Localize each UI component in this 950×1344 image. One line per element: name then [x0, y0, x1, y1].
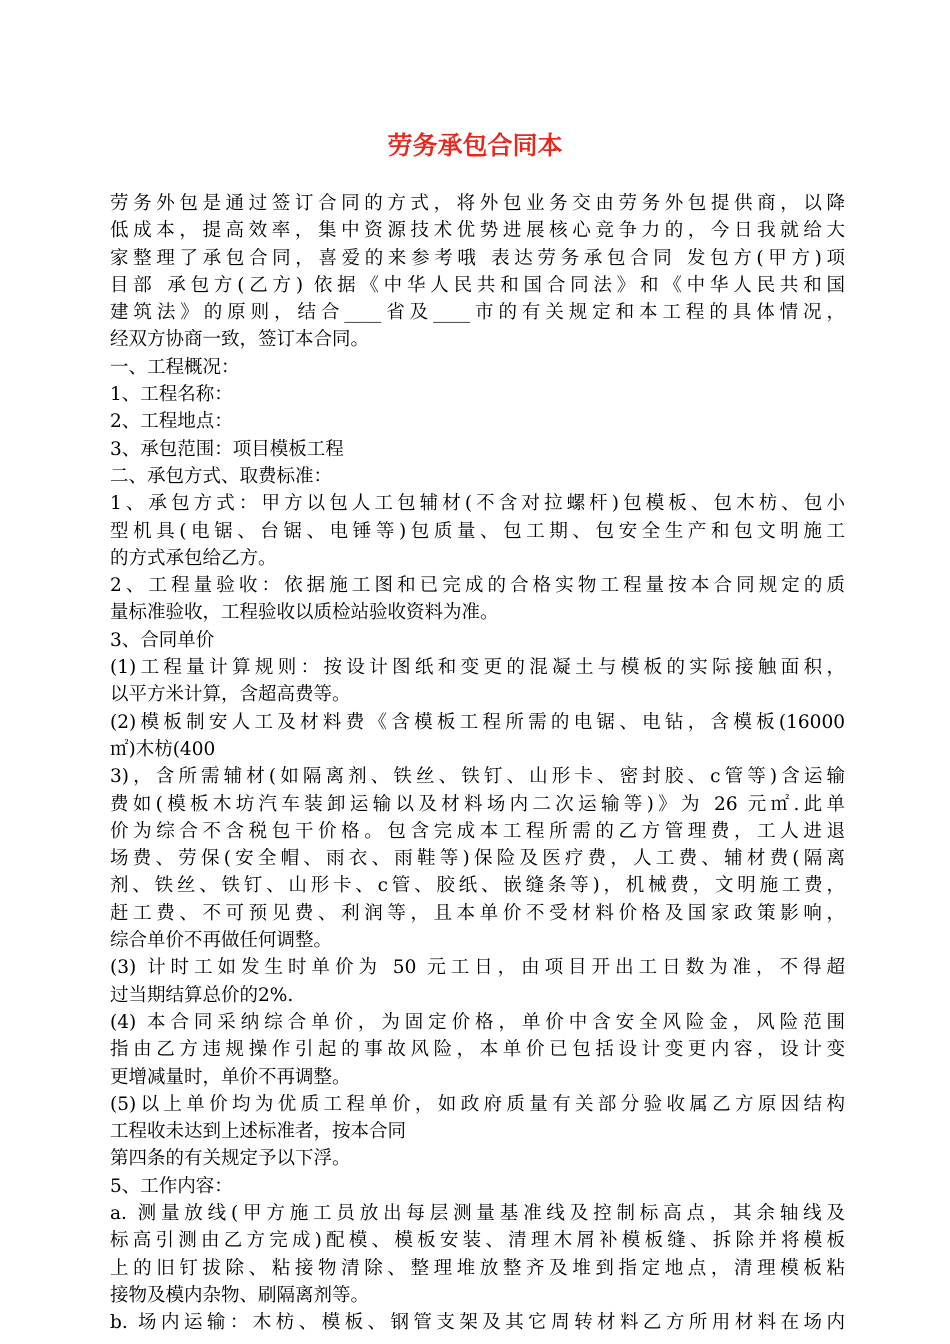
body-line: 接物及模内杂物、刷隔离剂等。	[110, 1284, 370, 1306]
body-line: 综合单价不再做任何调整。	[110, 930, 333, 952]
body-line: (2)模板制安人工及材料费《含模板工程所需的电锯、电钻，含模板(16000	[110, 711, 845, 733]
body-line: (4) 本合同采纳综合单价，为固定价格，单价中含安全风险金，风险范围	[110, 1011, 845, 1033]
body-line: 上的旧钉拔除、粘接物清除、整理堆放整齐及堆到指定地点，清理模板粘	[110, 1257, 845, 1279]
body-line: 的方式承包给乙方。	[110, 547, 277, 569]
body-line: 2、工程量验收：依据施工图和已完成的合格实物工程量按本合同规定的质	[110, 575, 845, 597]
body-line: 经双方协商一致，签订本合同。	[110, 329, 370, 351]
body-line: 建筑法》的原则，结合____省及____市的有关规定和本工程的具体情况，	[110, 302, 845, 324]
body-line: 赶工费、不可预见费、利润等，且本单价不受材料价格及国家政策影响，	[110, 902, 845, 924]
body-line: 1、承包方式：甲方以包人工包辅材(不含对拉螺杆)包模板、包木枋、包小	[110, 493, 845, 515]
body-line: 费如(模板木坊汽车装卸运输以及材料场内二次运输等)》为 26 元㎡.此单	[110, 793, 845, 815]
body-line: (5)以上单价均为优质工程单价，如政府质量有关部分验收属乙方原因结构	[110, 1093, 845, 1115]
body-line: (3) 计时工如发生时单价为 50 元工日，由项目开出工日数为准，不得超	[110, 957, 845, 979]
body-line: ㎡)木枋(400	[110, 738, 216, 760]
body-line: 一、工程概况：	[110, 356, 240, 378]
body-line: 场费、劳保(安全帽、雨衣、雨鞋等)保险及医疗费，人工费、辅材费(隔离	[110, 848, 845, 870]
body-line: 价为综合不含税包干价格。包含完成本工程所需的乙方管理费，工人进退	[110, 820, 845, 842]
document-body	[110, 190, 845, 1336]
body-line: 第四条的有关规定予以下浮。	[110, 1148, 351, 1170]
body-line: 剂、铁丝、铁钉、山形卡、c管、胶纸、嵌缝条等)，机械费，文明施工费，	[110, 875, 845, 897]
body-line: 工程收未达到上述标准者，按本合同	[110, 1121, 407, 1143]
document-title: 劳务承包合同本	[387, 131, 563, 160]
body-line: 家整理了承包合同，喜爱的来参考哦 表达劳务承包合同 发包方(甲方)项	[110, 247, 845, 269]
body-line: 3)，含所需辅材(如隔离剂、铁丝、铁钉、山形卡、密封胶、c管等)含运输	[110, 766, 845, 788]
body-line: 标高引测由乙方完成)配模、模板安装、清理木屑补模板缝、拆除并将模板	[110, 1230, 845, 1252]
body-line: 量标准验收，工程验收以质检站验收资料为准。	[110, 602, 499, 624]
body-line: 更增减量时，单价不再调整。	[110, 1066, 351, 1088]
body-line: 3、合同单价	[110, 629, 215, 651]
body-line: 以平方米计算，含超高费等。	[110, 684, 351, 706]
body-line: 二、承包方式、取费标准：	[110, 465, 333, 487]
body-line: 3、承包范围：项目模板工程	[110, 438, 344, 460]
body-line: 型机具(电锯、台锯、电锤等)包质量、包工期、包安全生产和包文明施工	[110, 520, 845, 542]
body-line: a. 测量放线(甲方施工员放出每层测量基准线及控制标高点，其余轴线及	[110, 1202, 845, 1224]
body-line: 指由乙方违规操作引起的事故风险，本单价已包括设计变更内容，设计变	[110, 1039, 845, 1061]
body-line: 过当期结算总价的2%.	[110, 984, 294, 1006]
body-line: 2、工程地点：	[110, 411, 233, 433]
body-line: 劳务外包是通过签订合同的方式，将外包业务交由劳务外包提供商，以降	[110, 193, 845, 214]
body-line: 目部 承包方(乙方) 依据《中华人民共和国合同法》和《中华人民共和国	[110, 274, 845, 296]
body-line: b. 场内运输：木枋、模板、钢管支架及其它周转材料乙方所用材料在场内	[110, 1312, 845, 1334]
body-line: 5、工作内容：	[110, 1175, 233, 1197]
body-line: 1、工程名称：	[110, 384, 233, 406]
body-line: (1)工程量计算规则：按设计图纸和变更的混凝土与模板的实际接触面积，	[110, 657, 845, 679]
body-line: 低成本，提高效率，集中资源技术优势进展核心竞争力的，今日我就给大	[110, 220, 845, 242]
